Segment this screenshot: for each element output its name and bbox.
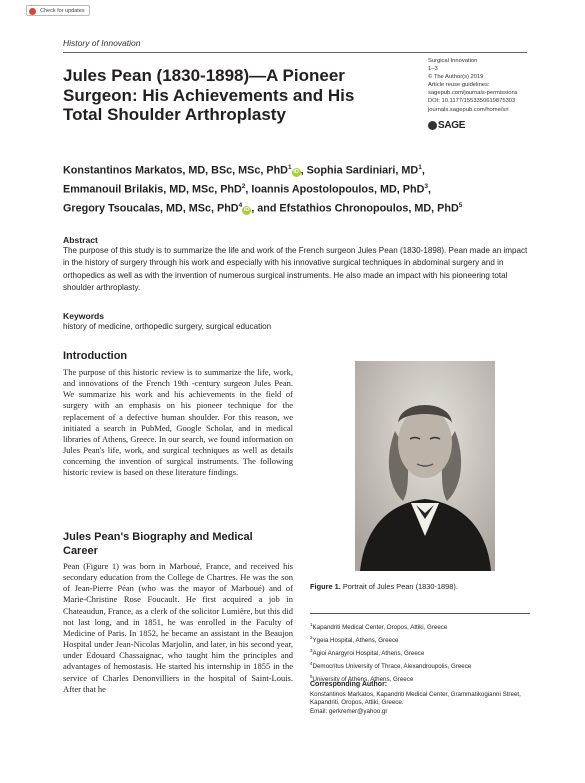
introduction-text: The purpose of this historic review is to summarize the life, work, and innovations of the French 19th -century surgeon Jules Pean. We summarize his work and his achievements in the field of surgery with an emphasis on his pioneer technique for the replacement of a defective human shoulder. For this reason, we initiated a search in PubMed, Google Scholar, and in medical libraries of Athens, Greece. In our search, we found information on Jules Pean's life, work, and surgical techniques as well as details concerning the invention of surgical instruments. The following historic review is based on these literature findings. bbox=[63, 367, 293, 478]
copyright: © The Author(s) 2019 bbox=[428, 74, 484, 81]
crossmark-icon bbox=[29, 8, 36, 15]
author-name: Emmanouil Brilakis, MD, MSc, PhD bbox=[63, 183, 242, 196]
corresponding-author bbox=[310, 681, 540, 716]
affiliation-number: 5 bbox=[310, 673, 313, 679]
corresponding-heading: Corresponding Author: bbox=[310, 681, 388, 688]
affiliation-marker: 1 bbox=[418, 164, 422, 171]
keywords-heading: Keywords bbox=[63, 311, 105, 321]
affiliation-marker: 5 bbox=[458, 202, 463, 210]
abstract-heading: Abstract bbox=[63, 235, 98, 245]
corresponding-email[interactable]: Email: gerkremer@yahoo.gr bbox=[310, 707, 388, 715]
journal-link[interactable]: journals.sagepub.com/home/sri bbox=[428, 106, 509, 113]
affiliation-text: Agioi Anargyroi Hospital, Athens, Greece bbox=[312, 650, 425, 657]
affiliation-number: 3 bbox=[310, 647, 313, 653]
footnote-rule bbox=[310, 613, 530, 614]
affiliation-text: Kapandriti Medical Center, Oropos, Attiki, Greece bbox=[312, 624, 448, 632]
affiliation-number: 1 bbox=[310, 622, 313, 627]
page-range: 1–3 bbox=[428, 66, 438, 73]
author-name: , Ioannis Apostolopoulos, MD, PhD bbox=[245, 183, 425, 196]
biography-heading: Jules Pean's Biography and Medical Career bbox=[63, 531, 253, 557]
author-separator: , bbox=[421, 164, 425, 177]
affiliation-text: Ygeia Hospital, Athens, Greece bbox=[312, 637, 399, 645]
affiliation-item bbox=[310, 633, 540, 646]
publisher-name: SAGE bbox=[438, 120, 466, 131]
reuse-guidelines: Article reuse guidelines: bbox=[428, 82, 490, 89]
orcid-icon[interactable]: iD bbox=[293, 168, 299, 175]
figure-label: Figure 1. bbox=[310, 582, 341, 591]
orcid-icon[interactable]: iD bbox=[243, 206, 250, 213]
affiliation-item bbox=[310, 646, 540, 659]
affiliation-text: Democritus University of Thrace, Alexandroupolis, Greece bbox=[312, 662, 472, 670]
reuse-link[interactable]: sagepub.com/journals-permissions bbox=[428, 90, 518, 97]
portrait-photo bbox=[355, 361, 495, 571]
affiliations bbox=[310, 620, 540, 685]
affiliation-number: 2 bbox=[310, 634, 313, 640]
author-list bbox=[63, 160, 533, 217]
corresponding-address: Konstantinos Markatos, Kapandriti Medical Center, Grammatikogianni Street, Kapandriti, Oropos, Attiki, Greece. bbox=[310, 690, 521, 707]
doi[interactable]: DOI: 10.1177/1553350619875303 bbox=[428, 98, 516, 105]
figure-caption bbox=[310, 582, 458, 591]
affiliation-item bbox=[310, 659, 540, 672]
header-rule bbox=[63, 52, 527, 53]
author-name: Konstantinos Markatos, MD, BSc, MSc, PhD bbox=[63, 164, 288, 177]
abstract-text: The purpose of this study is to summarize the life and work of the French surgeon Jules Pean (1830-1898). Pean made an impact in the history of surgery through his work and especially with his innovative surgical techniques in abdominal surgery and in orthopedics as well as with the invention of numerous surgical instruments. He also made an impact with his pioneering total shoulder arthroplasty. bbox=[63, 246, 528, 292]
journal-metadata bbox=[428, 57, 558, 114]
publisher-logo bbox=[428, 120, 465, 131]
author-separator: , bbox=[428, 183, 431, 196]
check-for-updates-badge[interactable] bbox=[26, 5, 90, 16]
introduction-heading: Introduction bbox=[63, 350, 128, 362]
affiliation-item bbox=[310, 620, 540, 633]
badge-label: Check for updates bbox=[40, 8, 85, 14]
affiliation-marker: 3 bbox=[424, 183, 428, 191]
keywords-text: history of medicine, orthopedic surgery, surgical education bbox=[63, 322, 272, 331]
figure-caption-text: Portrait of Jules Pean (1830-1898). bbox=[342, 582, 458, 591]
article-title: Jules Pean (1830-1898)—A Pioneer Surgeon: His Achievements and His Total Shoulder Arthroplasty bbox=[63, 66, 355, 124]
affiliation-marker: 4 bbox=[238, 202, 243, 210]
journal-name: Surgical Innovation bbox=[428, 58, 478, 64]
portrait-image bbox=[355, 361, 495, 571]
author-name: , and Efstathios Chronopoulos, MD, PhD bbox=[251, 202, 459, 215]
author-name: Gregory Tsoucalas, MD, MSc, PhD bbox=[63, 202, 239, 215]
affiliation-marker: 2 bbox=[241, 183, 246, 191]
section-label: History of Innovation bbox=[63, 38, 141, 48]
biography-text: Pean (Figure 1) was born in Marboué, France, and received his secondary education from the College de Chartres. He was the son of Jean-Pierre Péan (who was the mayor of Marboué) and of Marie-Christine Rose Foucault. He first acquired a job in Chateaudun, France, as a clerk of the solicitor Lumière, but this did not last long, and in 1851, he was enrolled in the Faculty of Medicine of Paris. In 1852, he became an assistant in the Beaujon Hospital under Jean-Nicolas Marjolin, and later, in his second year, under Edouard Chassaignac, who taught him the principles and advantages of hemostasis. He started his internship in 1855 in the service of Charles Denonvilliers in the hospital of Saint-Louis. After that he bbox=[63, 561, 293, 694]
affiliation-number: 4 bbox=[310, 660, 313, 666]
author-name: , Sophia Sardiniari, MD bbox=[300, 164, 419, 177]
affiliation-text: University of Athens, Athens, Greece bbox=[312, 675, 414, 683]
sage-logo-icon bbox=[428, 121, 437, 130]
affiliation-marker: 1 bbox=[287, 164, 292, 171]
